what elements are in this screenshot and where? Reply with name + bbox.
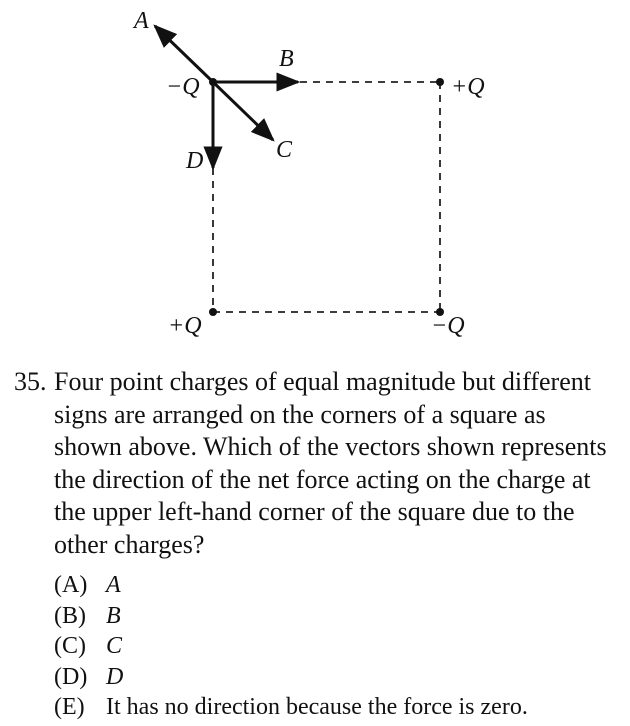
question-block (14, 366, 614, 561)
choice-d-letter: (D) (54, 663, 88, 690)
question-text: Four point charges of equal magnitude but different signs are arranged on the corners of a square as shown above. Which of the vectors shown represents the direction of the net force acting on the charge at the upper left-hand corner of the square due to the other charges? (54, 367, 607, 559)
choice-e-text: It has no direction because the force is zero. (106, 694, 528, 720)
vector-b-label: B (279, 46, 294, 72)
charge-label-bottom-left: +Q (168, 313, 202, 339)
choice-b-letter: (B) (54, 602, 86, 629)
charge-label-bottom-right: −Q (431, 313, 465, 339)
answer-choices (54, 570, 528, 723)
choice-a[interactable] (54, 570, 528, 601)
charge-dot-top-right (436, 78, 444, 86)
choice-c-letter: (C) (54, 633, 86, 659)
choice-b[interactable] (54, 601, 528, 632)
choice-b-text: B (106, 602, 121, 629)
question-number: 35. (14, 367, 47, 396)
charge-label-top-left: −Q (166, 74, 200, 100)
choice-a-letter: (A) (54, 572, 88, 598)
choice-c[interactable] (54, 631, 528, 662)
charge-dot-bottom-left (209, 308, 217, 316)
choice-d[interactable] (54, 662, 528, 693)
choice-d-text: D (106, 663, 124, 690)
choice-c-text: C (106, 633, 123, 659)
choice-a-text: A (106, 572, 121, 598)
choice-e-letter: (E) (54, 694, 85, 720)
vector-d-label: D (186, 148, 204, 174)
choice-e[interactable] (54, 692, 528, 723)
charge-label-top-right: +Q (451, 74, 485, 100)
charge-square-diagram (0, 0, 630, 360)
vector-c-arrow (213, 82, 273, 140)
vector-a-label: A (134, 8, 149, 34)
vector-c-label: C (276, 137, 293, 163)
